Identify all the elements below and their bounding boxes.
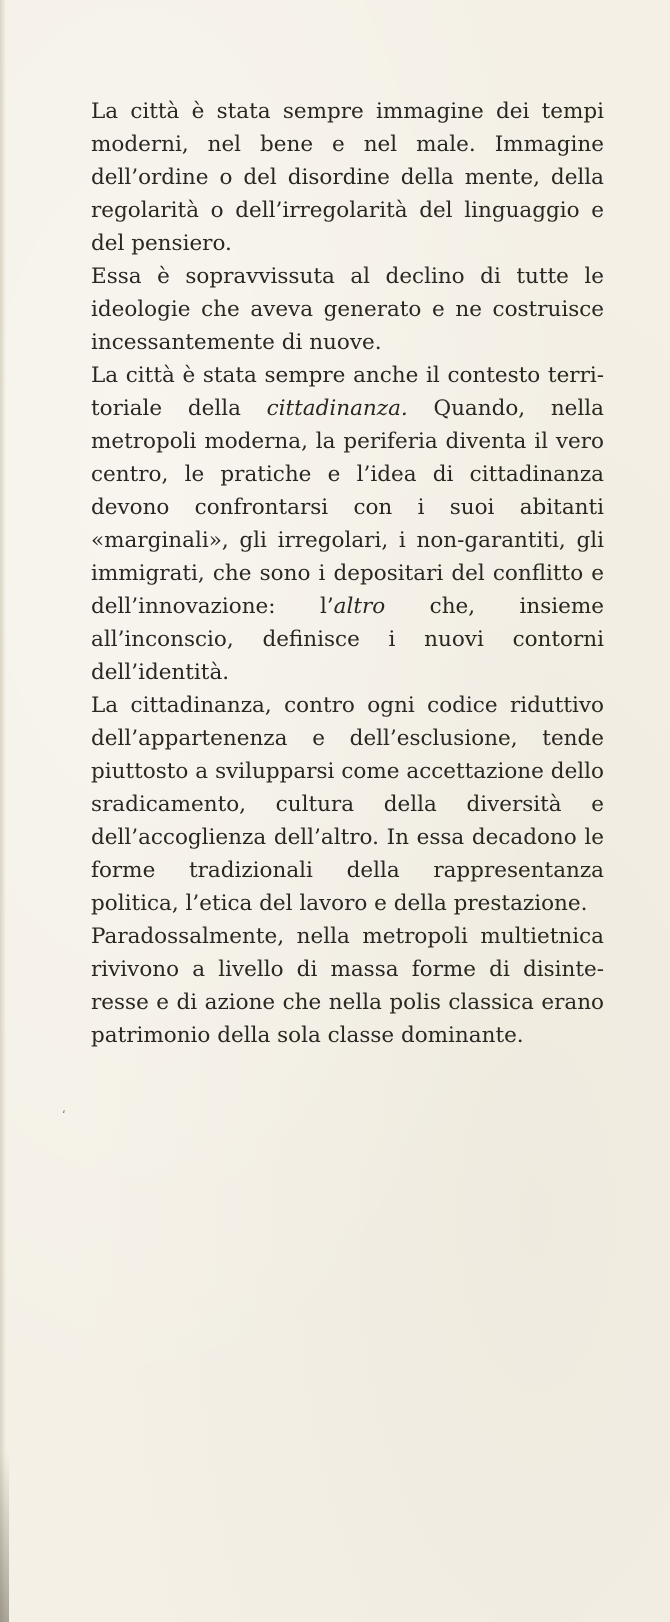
page-edge xyxy=(0,0,6,1622)
paragraph-3-emphasis-cittadinanza: cittadinanza. xyxy=(266,396,408,421)
paragraph-5: Paradossalmente, nella metropoli multietnica rivivono a livello di massa forme di disinteresse e di azione che nella polis classica erano patrimonio della sola classe dominante. xyxy=(91,924,604,1048)
paragraph-4: La cittadinanza, contro ogni codice riduttivo dell’appartenenza e dell’esclusione, tende piuttosto a svilupparsi come accettazione dello sradicamento, cultura della diversità e dell’accoglienza dell’altro. In essa decadono le forme tradizionali della rappresentanza politica, l’etica del lavoro e della prestazione. xyxy=(91,693,604,916)
paragraph-3-part-1: La città è stata sempre anche il contesto territoriale della xyxy=(91,363,604,421)
paragraph-2: Essa è sopravvissuta al declino di tutte le ideologie che aveva generato e ne costruisce incessantemente di nuove. xyxy=(91,264,604,355)
body-text xyxy=(91,95,604,1052)
page-edge-shadow xyxy=(0,1450,9,1622)
paragraph-1: La città è stata sempre immagine dei tempi moderni, nel bene e nel male. Immagine dell’ordine o del disordine della mente, della regolarità o dell’irregolarità del linguaggio e del pensiero. xyxy=(91,99,604,256)
stray-ink-mark: ‘ xyxy=(62,1108,66,1122)
paragraph-3-part-3: che, insieme all’inconscio, definisce i nuovi contorni dell’identità. xyxy=(91,594,604,685)
paragraph-3 xyxy=(91,359,604,689)
paragraph-3-emphasis-altro: altro xyxy=(333,594,386,619)
paragraph-3-part-2: Quando, nella metropoli moderna, la periferia diventa il vero centro, le pratiche e l’idea di cittadinanza devono confrontarsi con i suoi abitanti «marginali», gli irregolari, i non-garantiti, gli immigrati, che sono i depositari del conflitto e dell’innovazione: l’ xyxy=(91,396,604,619)
